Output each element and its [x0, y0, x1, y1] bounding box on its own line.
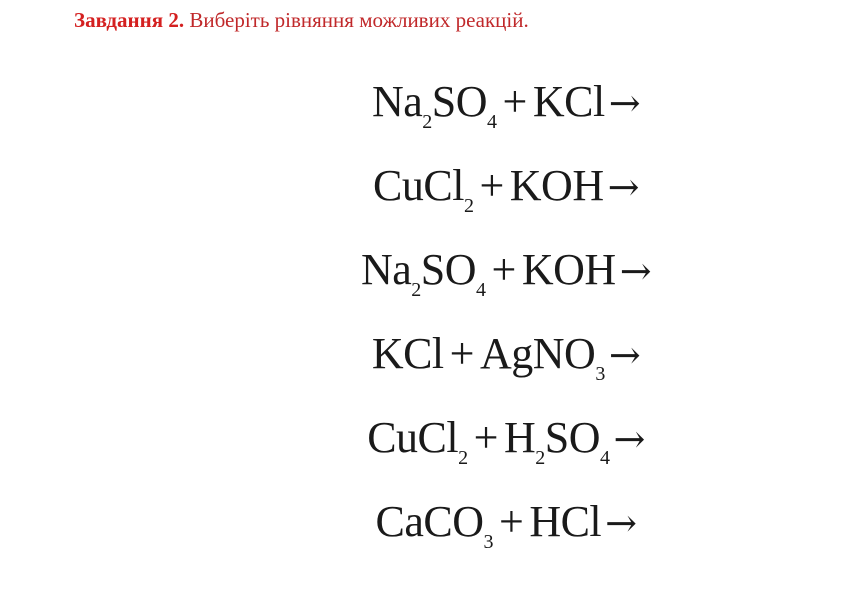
task-label: Завдання 2.	[74, 8, 185, 32]
reactant-1: $Na_2SO_4$	[371, 77, 497, 133]
reactant-1: CuCl$_2$	[367, 413, 468, 469]
equations-image	[316, 62, 696, 562]
equation-6	[316, 492, 696, 553]
reaction-arrow-icon: →	[613, 417, 645, 461]
equation-1	[316, 72, 696, 133]
equation-5	[316, 408, 696, 469]
plus-sign: +	[449, 329, 474, 378]
reactant-2: $H_2SO_4$	[503, 413, 610, 469]
plus-sign: +	[479, 161, 504, 210]
reaction-arrow-icon: →	[608, 333, 641, 377]
plus-sign: +	[491, 245, 516, 294]
reactant-1: CaCO$_3$	[375, 497, 493, 553]
equation-2	[316, 156, 696, 217]
plus-sign: +	[473, 413, 498, 462]
reactant-2: HCl	[529, 497, 602, 546]
task-heading	[74, 6, 529, 34]
reactant-1: KCl	[371, 329, 444, 378]
reaction-arrow-icon: →	[605, 501, 637, 545]
reactant-1: CuCl$_2$	[373, 161, 474, 217]
reaction-arrow-icon: →	[619, 249, 652, 293]
reaction-arrow-icon: →	[608, 81, 641, 125]
reactant-2: KCl	[532, 77, 605, 126]
plus-sign: +	[498, 497, 524, 546]
reactant-2: AgNO$_3$	[480, 329, 605, 385]
reactant-2: KOH	[509, 161, 604, 210]
reactant-2: KOH	[521, 245, 616, 294]
reaction-arrow-icon: →	[607, 165, 639, 209]
plus-sign: +	[502, 77, 527, 126]
reactant-1: $Na_2SO_4$	[360, 245, 486, 301]
equation-3	[316, 240, 696, 301]
equation-4	[316, 324, 696, 385]
task-instruction: Виберіть рівняння можливих реакцій.	[184, 8, 529, 32]
